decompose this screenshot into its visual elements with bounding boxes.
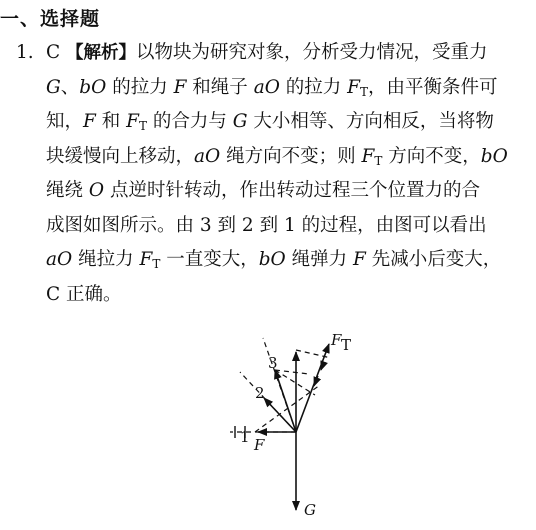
subscript-text: T xyxy=(374,153,383,168)
subscript-text: T xyxy=(138,119,147,133)
analysis-tag: 【解析】 xyxy=(66,43,137,63)
position-label-2: 2 xyxy=(255,384,265,402)
text-segment: 绳拉力 xyxy=(72,249,140,270)
parallelogram-dashed-line-b xyxy=(275,370,315,395)
text-segment: 绳方向不变；则 xyxy=(220,145,362,167)
variable-text: O xyxy=(88,180,105,201)
variable-text: bO xyxy=(480,145,508,167)
text-segment: 的合力与 xyxy=(146,111,233,132)
text-segment: 、 xyxy=(60,76,80,98)
g-label: G xyxy=(304,501,316,519)
answer-choice: C xyxy=(46,42,61,63)
text-segment: 的拉力 xyxy=(279,76,348,98)
subscript-text: T xyxy=(152,257,161,271)
variable-text: G xyxy=(46,76,61,98)
f-force-arrow-3 xyxy=(275,370,296,432)
f-force-arrow-2 xyxy=(264,398,296,432)
text-segment: 知， xyxy=(46,111,84,132)
variable-text: F xyxy=(361,145,375,167)
ft-tension-arrow xyxy=(296,344,329,432)
text-segment: 以物块为研究对象，分析受力情况，受重力 xyxy=(136,42,488,63)
text-segment: 的拉力 xyxy=(106,76,174,98)
variable-text: F xyxy=(139,249,153,270)
variable-text: aO xyxy=(253,76,280,98)
parallelogram-dashed-line-a xyxy=(275,370,309,374)
text-segment: 和 xyxy=(95,111,127,132)
variable-text: F xyxy=(353,249,366,270)
variable-text: bO xyxy=(258,249,286,270)
text-segment: ，由平衡条件可 xyxy=(368,76,498,98)
text-segment: 块缓慢向上移动， xyxy=(46,145,195,167)
text-segment: 先减小后变大， xyxy=(365,249,502,270)
variable-text: G xyxy=(232,111,248,132)
position-label-3: 3 xyxy=(268,354,278,372)
text-segment: 绳弹力 xyxy=(285,249,353,270)
variable-text: aO xyxy=(194,145,221,167)
text-segment: 方向不变， xyxy=(382,145,481,167)
ft-label: F xyxy=(331,331,342,349)
text-segment: 一直变大， xyxy=(160,249,259,270)
variable-text: F xyxy=(347,76,360,98)
variable-text: F xyxy=(173,76,187,98)
text-segment: 绳绕 xyxy=(46,180,89,201)
variable-text: aO xyxy=(46,249,73,270)
variable-text: F xyxy=(83,111,96,132)
section-title: 一、选择题 xyxy=(0,8,101,30)
variable-text: F xyxy=(126,111,139,132)
question-number: 1. xyxy=(16,42,34,63)
ft-label-subscript: T xyxy=(341,336,352,354)
text-segment: 和绳子 xyxy=(186,76,254,98)
variable-text: bO xyxy=(79,76,107,98)
text-segment: 点逆时针转动，作出转动过程三个位置力的合 xyxy=(104,180,480,201)
subscript-text: T xyxy=(360,84,369,99)
text-segment: 成图如图所示。由 3 到 2 到 1 的过程，由图可以看出 xyxy=(46,214,487,236)
position-label-1: 1 xyxy=(240,428,250,446)
f-label: F xyxy=(254,436,265,454)
text-segment: 大小相等、方向相反，当将物 xyxy=(247,111,494,132)
text-segment: C 正确。 xyxy=(46,283,122,305)
